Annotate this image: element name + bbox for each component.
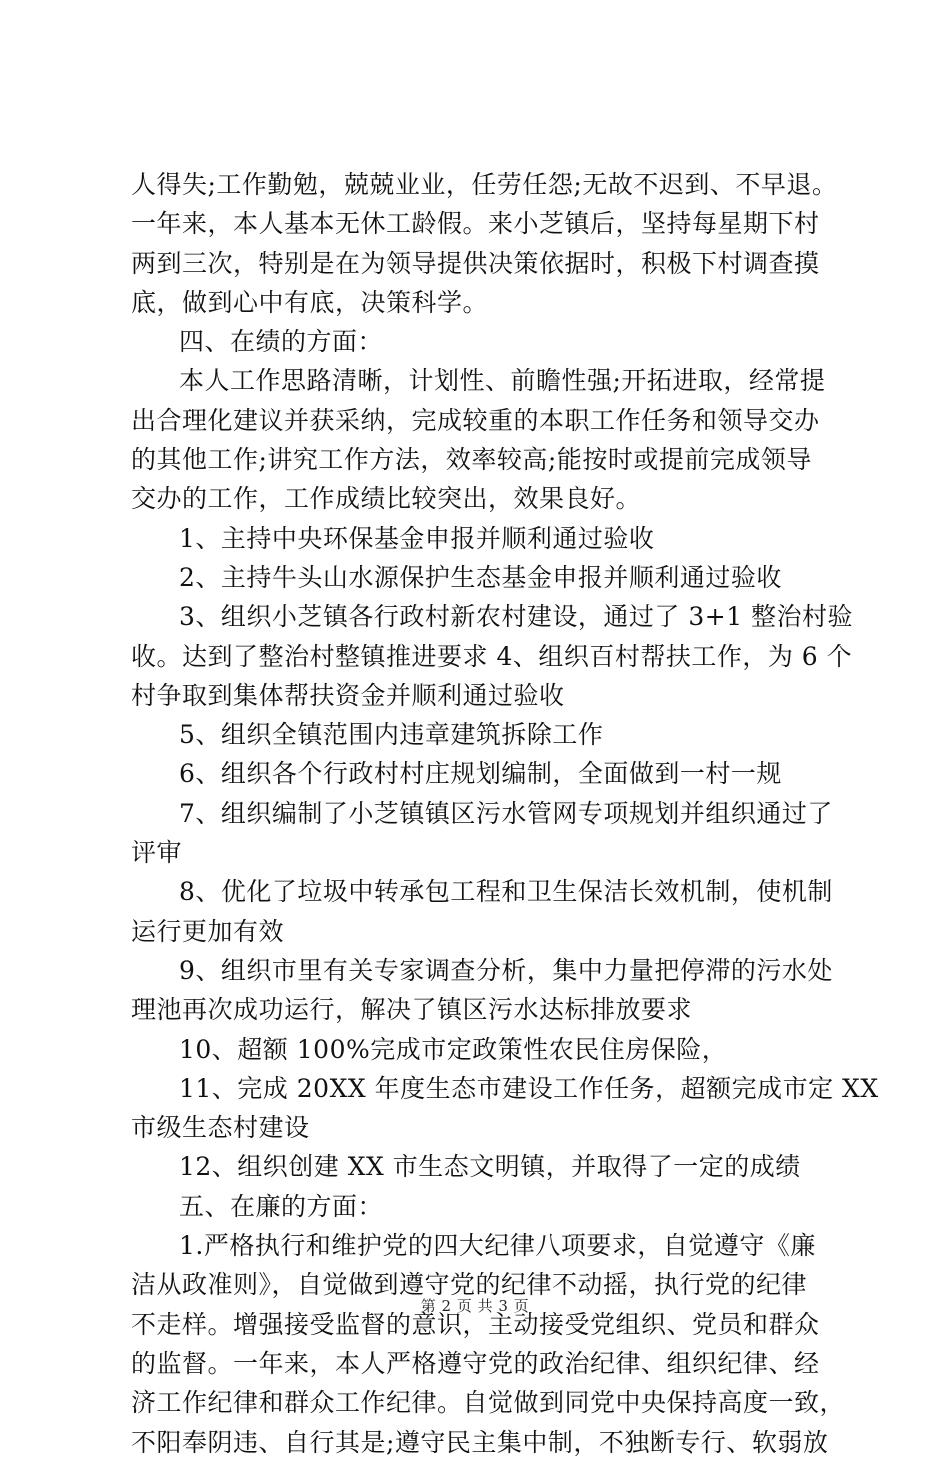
paragraph-line: 洁从政准则》，自觉做到遵守党的纪律不动摇，执行党的纪律 bbox=[131, 1270, 808, 1300]
list-item: 10、超额 100%完成市定政策性农民住房保险， bbox=[179, 1034, 728, 1064]
list-item-continuation: 理池再次成功运行，解决了镇区污水达标排放要求 bbox=[131, 995, 693, 1025]
list-item-continuation: 收。达到了整治村整镇推进要求 4、组织百村帮扶工作，为 6 个 bbox=[131, 641, 853, 671]
section-heading: 五、在廉的方面： bbox=[179, 1191, 384, 1221]
list-item: 3、组织小芝镇各行政村新农村建设，通过了 3+1 整治村验 bbox=[179, 602, 854, 632]
paragraph-line: 交办的工作，工作成绩比较突出，效果良好。 bbox=[131, 484, 642, 514]
list-item: 11、完成 20XX 年度生态市建设工作任务，超额完成市定 XX bbox=[179, 1073, 879, 1103]
paragraph-line: 的监督。一年来，本人严格遵守党的政治纪律、组织纪律、经 bbox=[131, 1348, 820, 1378]
paragraph-line: 两到三次，特别是在为领导提供决策依据时，积极下村调查摸 bbox=[131, 248, 820, 278]
list-item: 12、组织创建 XX 市生态文明镇，并取得了一定的成绩 bbox=[179, 1152, 801, 1182]
list-item: 1、主持中央环保基金申报并顺利通过验收 bbox=[179, 523, 655, 553]
paragraph-line: 出合理化建议并获采纳，完成较重的本职工作任务和领导交办 bbox=[131, 405, 820, 435]
document-body bbox=[131, 165, 879, 1462]
paragraph-line: 本人工作思路清晰，计划性、前瞻性强;开拓进取，经常提 bbox=[179, 366, 826, 396]
paragraph-line: 不阳奉阴违、自行其是;遵守民主集中制，不独断专行、软弱放 bbox=[131, 1427, 829, 1457]
list-item: 8、优化了垃圾中转承包工程和卫生保洁长效机制，使机制 bbox=[179, 877, 833, 907]
paragraph-line: 1.严格执行和维护党的四大纪律八项要求，自觉遵守《廉 bbox=[179, 1231, 816, 1261]
paragraph-line: 一年来，本人基本无休工龄假。来小芝镇后，坚持每星期下村 bbox=[131, 209, 820, 239]
list-item-continuation: 运行更加有效 bbox=[131, 916, 285, 946]
list-item: 5、组织全镇范围内违章建筑拆除工作 bbox=[179, 720, 604, 750]
section-heading: 四、在绩的方面： bbox=[179, 327, 384, 357]
list-item: 2、主持牛头山水源保护生态基金申报并顺利通过验收 bbox=[179, 562, 782, 592]
paragraph-line: 的其他工作;讲究工作方法，效率较高;能按时或提前完成领导 bbox=[131, 445, 812, 475]
paragraph-line: 济工作纪律和群众工作纪律。自觉做到同党中央保持高度一致， bbox=[131, 1388, 846, 1418]
paragraph-line: 底，做到心中有底，决策科学。 bbox=[131, 287, 489, 317]
paragraph-line: 人得失;工作勤勉，兢兢业业，任劳任怨;无故不迟到、不早退。 bbox=[131, 170, 838, 199]
list-item-continuation: 村争取到集体帮扶资金并顺利通过验收 bbox=[131, 680, 565, 710]
list-item-continuation: 评审 bbox=[131, 838, 183, 868]
page-number-footer: 第 2 页 共 3 页 bbox=[420, 1297, 530, 1315]
list-item: 6、组织各个行政村村庄规划编制，全面做到一村一规 bbox=[179, 759, 782, 789]
list-item: 9、组织市里有关专家调查分析，集中力量把停滞的污水处 bbox=[179, 955, 833, 985]
paragraph-line: 不走样。增强接受监督的意识，主动接受党组织、党员和群众 bbox=[131, 1309, 820, 1339]
list-item: 7、组织编制了小芝镇镇区污水管网专项规划并组织通过了 bbox=[179, 798, 833, 828]
list-item-continuation: 市级生态村建设 bbox=[131, 1113, 310, 1143]
